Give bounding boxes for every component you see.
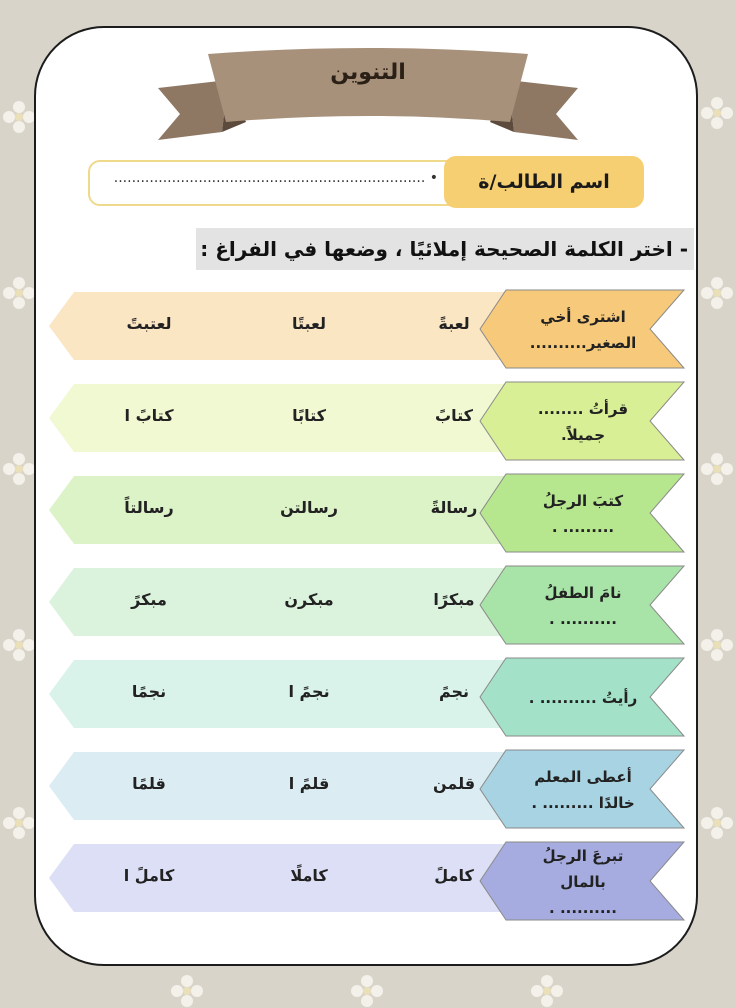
flower-decoration-icon — [2, 452, 36, 486]
question-text — [518, 476, 648, 552]
flower-decoration-icon — [2, 100, 36, 134]
question-line-1: كتبَ الرجلُ — [542, 492, 624, 510]
question-line-2: جميلاً. — [560, 426, 606, 444]
question-text — [518, 292, 648, 368]
question-text — [518, 660, 648, 736]
question-line-1: نامَ الطفلُ — [544, 584, 622, 602]
answer-option[interactable]: مبكرن — [284, 589, 334, 609]
question-row — [44, 748, 686, 830]
question-line-1: أعطى المعلم — [534, 768, 632, 786]
question-row — [44, 380, 686, 462]
instruction-text: - اختر الكلمة الصحيحة إملائيًا ، وضعها في الفراغ : — [196, 228, 694, 270]
question-text — [518, 844, 648, 920]
flower-decoration-icon — [700, 276, 734, 310]
question-line-1: تبرعَ الرجلُ بالمال — [542, 847, 624, 891]
question-row — [44, 840, 686, 922]
question-row — [44, 288, 686, 370]
student-name-label: اسم الطالب/ة — [444, 156, 644, 208]
flower-decoration-icon — [530, 974, 564, 1008]
answer-option[interactable]: كتابً ا — [124, 405, 174, 425]
answer-option[interactable]: رسالتاً — [124, 497, 174, 517]
question-row — [44, 564, 686, 646]
question-line-2: ......... . — [551, 518, 615, 536]
flower-decoration-icon — [170, 974, 204, 1008]
flower-decoration-icon — [350, 974, 384, 1008]
answer-option[interactable]: كاملً — [434, 865, 474, 885]
question-row — [44, 656, 686, 738]
question-line-1: قرأتُ ........ — [537, 400, 629, 418]
answer-option[interactable]: كتابًا — [292, 405, 326, 425]
student-name-dots: • ...................................................................... — [113, 170, 438, 186]
answer-option[interactable]: مبكرً — [131, 589, 167, 609]
question-text — [518, 568, 648, 644]
question-text — [518, 384, 648, 460]
question-line-2: الصغير.......... — [529, 334, 637, 352]
answer-option[interactable]: كاملًا — [290, 865, 328, 885]
answer-option[interactable]: رسالةً — [430, 497, 478, 517]
answer-option[interactable]: لعبتًا — [291, 313, 327, 333]
page-title: التنوين — [330, 60, 406, 85]
answer-option[interactable]: نجمًا — [131, 681, 167, 701]
flower-decoration-icon — [2, 276, 36, 310]
question-line-2: .......... . — [549, 610, 617, 628]
answer-option[interactable]: قلمن — [432, 773, 476, 793]
question-line-1: رأيتُ .......... . — [528, 689, 638, 707]
answer-option[interactable]: لعتبتً — [126, 313, 172, 333]
title-banner — [158, 40, 578, 150]
answer-option[interactable]: نجمً — [438, 681, 470, 701]
question-text — [518, 752, 648, 828]
flower-decoration-icon — [700, 96, 734, 130]
question-row — [44, 472, 686, 554]
flower-decoration-icon — [700, 452, 734, 486]
flower-decoration-icon — [2, 806, 36, 840]
flower-decoration-icon — [2, 628, 36, 662]
answer-option[interactable]: قلمً ا — [288, 773, 330, 793]
answer-option[interactable]: مبكرًا — [433, 589, 475, 609]
answer-option[interactable]: لعبةً — [438, 313, 470, 333]
answer-option[interactable]: كاملً ا — [123, 865, 175, 885]
question-line-2: .......... . — [549, 899, 617, 917]
answer-option[interactable]: قلمًا — [132, 773, 166, 793]
answer-option[interactable]: نجمً ا — [288, 681, 330, 701]
flower-decoration-icon — [700, 806, 734, 840]
question-line-2: خالدًا ......... . — [531, 794, 635, 812]
flower-decoration-icon — [700, 628, 734, 662]
question-line-1: اشترى أخي — [540, 308, 626, 326]
answer-option[interactable]: كتابً — [435, 405, 473, 425]
answer-option[interactable]: رسالتن — [280, 497, 338, 517]
